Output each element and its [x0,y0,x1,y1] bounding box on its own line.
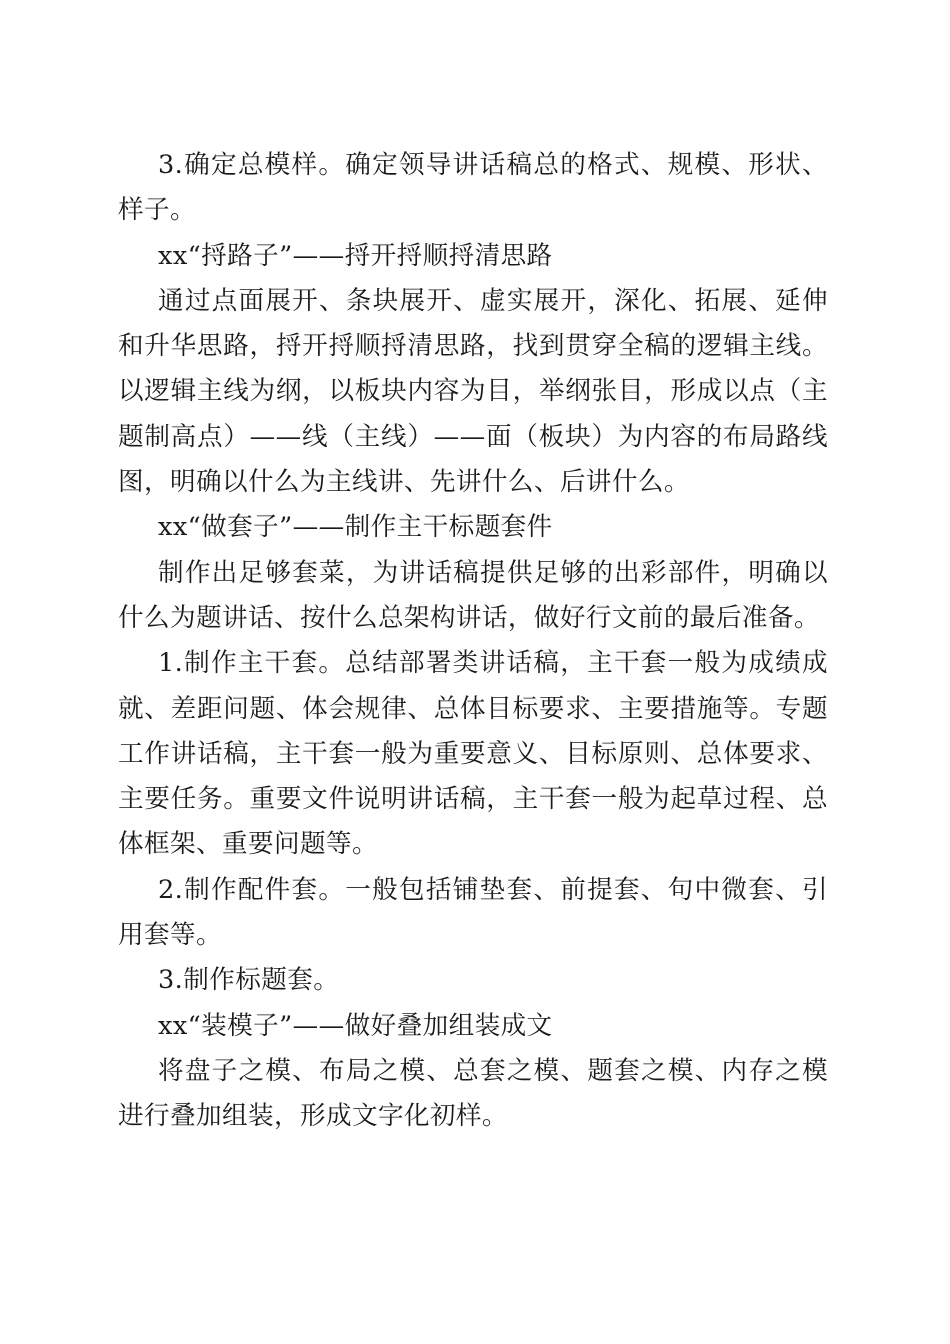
section-heading-assemble: xx“装模子”——做好叠加组装成文 [158,1010,553,1041]
paragraph-main-set: 1.制作主干套。总结部署类讲话稿，主干套一般为成绩成就、差距问题、体会规律、总体目标要求、主要措施等。专题工作讲话稿，主干套一般为重要意义、目标原则、总体要求、主要任务。重要文件说明讲话稿，主干套一般为起草过程、总体框架、重要问题等。 [118,648,828,860]
section-heading-make-sets: xx“做套子”——制作主干标题套件 [158,512,553,543]
paragraph-make-sets: 制作出足够套菜，为讲话稿提供足够的出彩部件，明确以什么为题讲话、按什么总架构讲话，做好行文前的最后准备。 [118,557,828,633]
paragraph-sort-out-ideas: 通过点面展开、条块展开、虚实展开，深化、拓展、延伸和升华思路，捋开捋顺捋清思路，找到贯穿全稿的逻辑主线。以逻辑主线为纲，以板块内容为目，举纲张目，形成以点（主题制高点）——线（主线）——面（板块）为内容的布局路线图，明确以什么为主线讲、先讲什么、后讲什么。 [118,285,828,498]
paragraph-title-set: 3.制作标题套。 [158,965,340,996]
paragraph-determine-overall-form: 3.确定总模样。确定领导讲话稿总的格式、规模、形状、样子。 [118,150,828,226]
paragraph-assemble: 将盘子之模、布局之模、总套之模、题套之模、内存之模进行叠加组装，形成文字化初样。 [118,1055,828,1132]
section-heading-sort-out-ideas: xx“捋路子”——捋开捋顺捋清思路 [158,240,553,271]
document-body [118,143,828,1140]
paragraph-accessory-set: 2.制作配件套。一般包括铺垫套、前提套、句中微套、引用套等。 [118,874,828,951]
